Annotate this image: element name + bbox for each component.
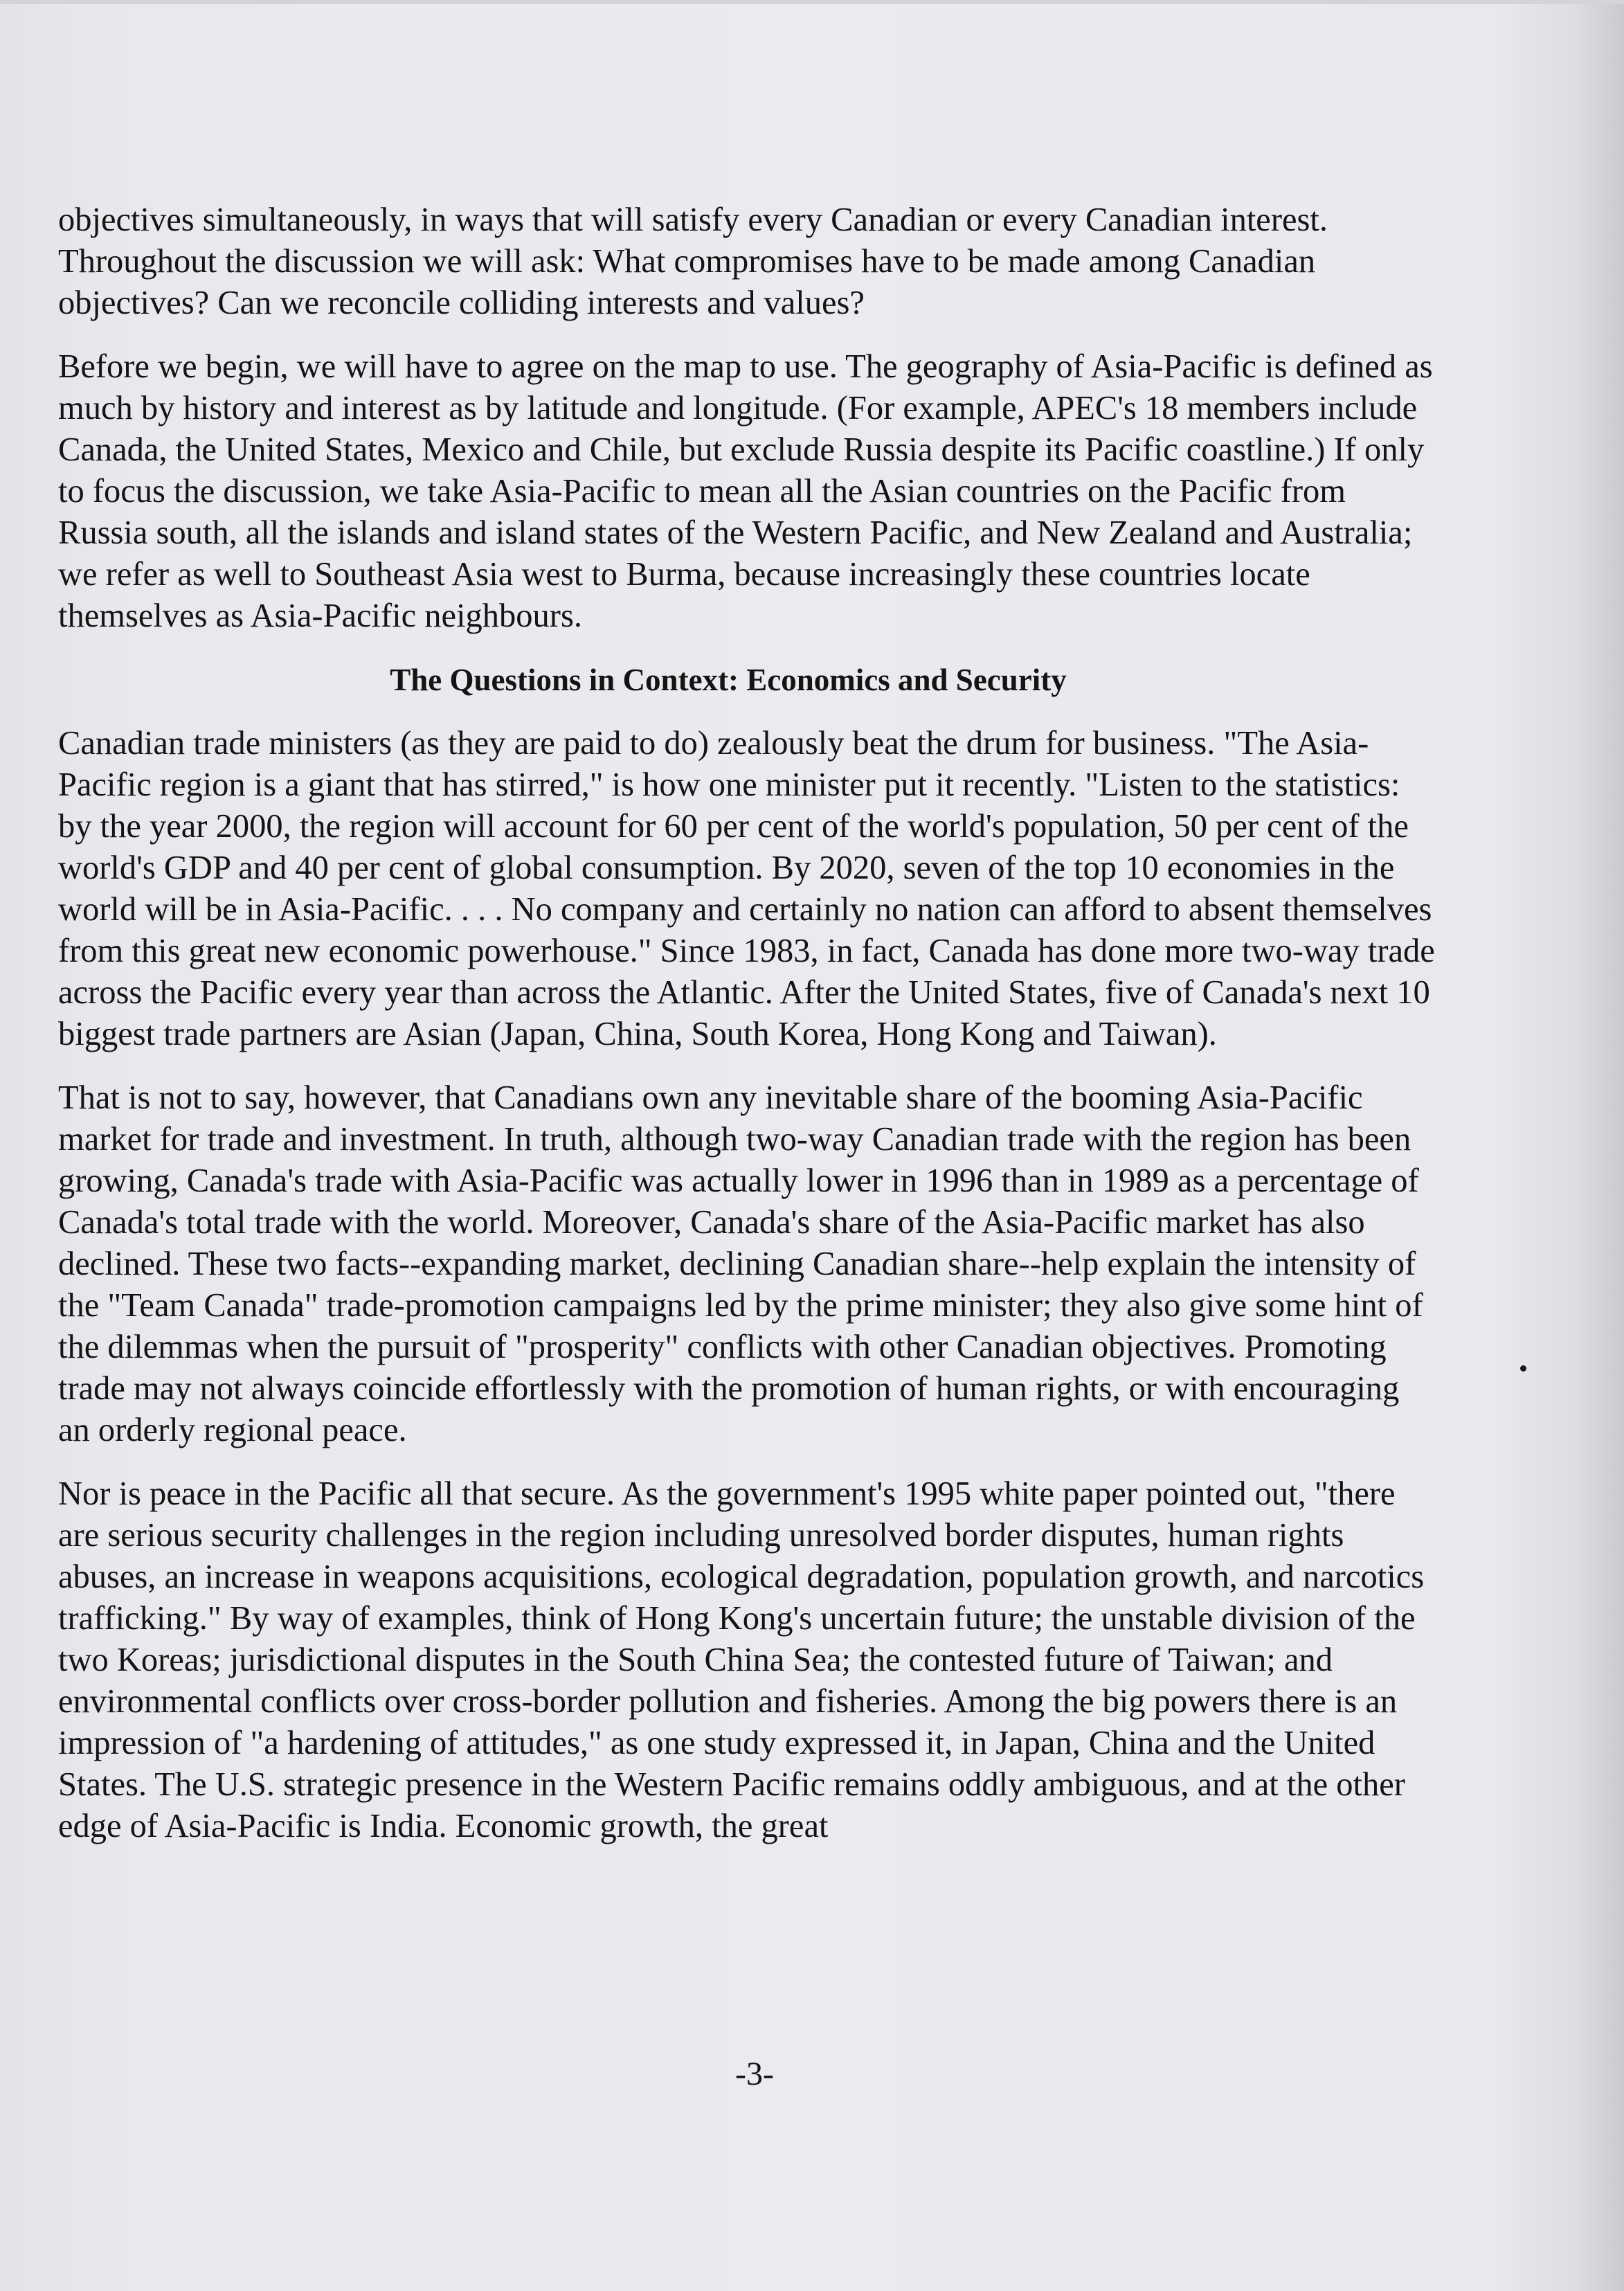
- scan-speck: [1520, 1365, 1526, 1372]
- document-body: [58, 199, 1436, 1869]
- page-number: -3-: [735, 2056, 774, 2092]
- paragraph-geography: Before we begin, we will have to agree on the map to use. The geography of Asia-Pacific is defined as much by history and interest as by latitude and longitude. (For example, APEC's 18 members include Canada, the United States, Mexico and Chile, but exclude Russia despite its Pacific coastline.) If only to focus the discussion, we take Asia-Pacific to mean all the Asian countries on the Pacific from Russia south, all the islands and island states of the Western Pacific, and New Zealand and Australia; we refer as well to Southeast Asia west to Burma, because increasingly these countries locate themselves as Asia-Pacific neighbours.: [58, 348, 1433, 634]
- paragraph-security: Nor is peace in the Pacific all that secure. As the government's 1995 white paper pointed out, "there are serious security challenges in the region including unresolved border disputes, human rights abuses, an increase in weapons acquisitions, ecological degradation, population growth, and narcotics trafficking." By way of examples, think of Hong Kong's uncertain future; the unstable division of the two Koreas; jurisdictional disputes in the South China Sea; the contested future of Taiwan; and environmental conflicts over cross-border pollution and fisheries. Among the big powers there is an impression of "a hardening of attitudes," as one study expressed it, in Japan, China and the United States. The U.S. strategic presence in the Western Pacific remains oddly ambiguous, and at the other edge of Asia-Pacific is India. Economic growth, the great: [58, 1475, 1425, 1844]
- paragraph-market-share: That is not to say, however, that Canadians own any inevitable share of the booming Asia-Pacific market for trade and investment. In truth, although two-way Canadian trade with the region has been growing, Canada's trade with Asia-Pacific was actually lower in 1996 than in 1989 as a percentage of Canada's total trade with the world. Moreover, Canada's share of the Asia-Pacific market has also declined. These two facts--expanding market, declining Canadian share--help explain the intensity of the "Team Canada" trade-promotion campaigns led by the prime minister; they also give some hint of the dilemmas when the pursuit of "prosperity" conflicts with other Canadian objectives. Promoting trade may not always coincide effortlessly with the promotion of human rights, or with encouraging an orderly regional peace.: [58, 1079, 1423, 1448]
- paragraph-trade-ministers: Canadian trade ministers (as they are paid to do) zealously beat the drum for business. "The Asia-Pacific region is a giant that has stirred," is how one minister put it recently. "Listen to the statistics: by the year 2000, the region will account for 60 per cent of the world's population, 50 per cent of the world's GDP and 40 per cent of global consumption. By 2020, seven of the top 10 economies in the world will be in Asia-Pacific. . . . No company and certainly no nation can afford to absent themselves from this great new economic powerhouse." Since 1983, in fact, Canada has done more two-way trade across the Pacific every year than across the Atlantic. After the United States, five of Canada's next 10 biggest trade partners are Asian (Japan, China, South Korea, Hong Kong and Taiwan).: [58, 725, 1435, 1052]
- paragraph-objectives: objectives simultaneously, in ways that will satisfy every Canadian or every Canadian interest. Throughout the discussion we will ask: What compromises have to be made among Canadian objectives? Can we reconcile colliding interests and values?: [58, 201, 1328, 321]
- section-heading: The Questions in Context: Economics and Security: [390, 663, 1067, 697]
